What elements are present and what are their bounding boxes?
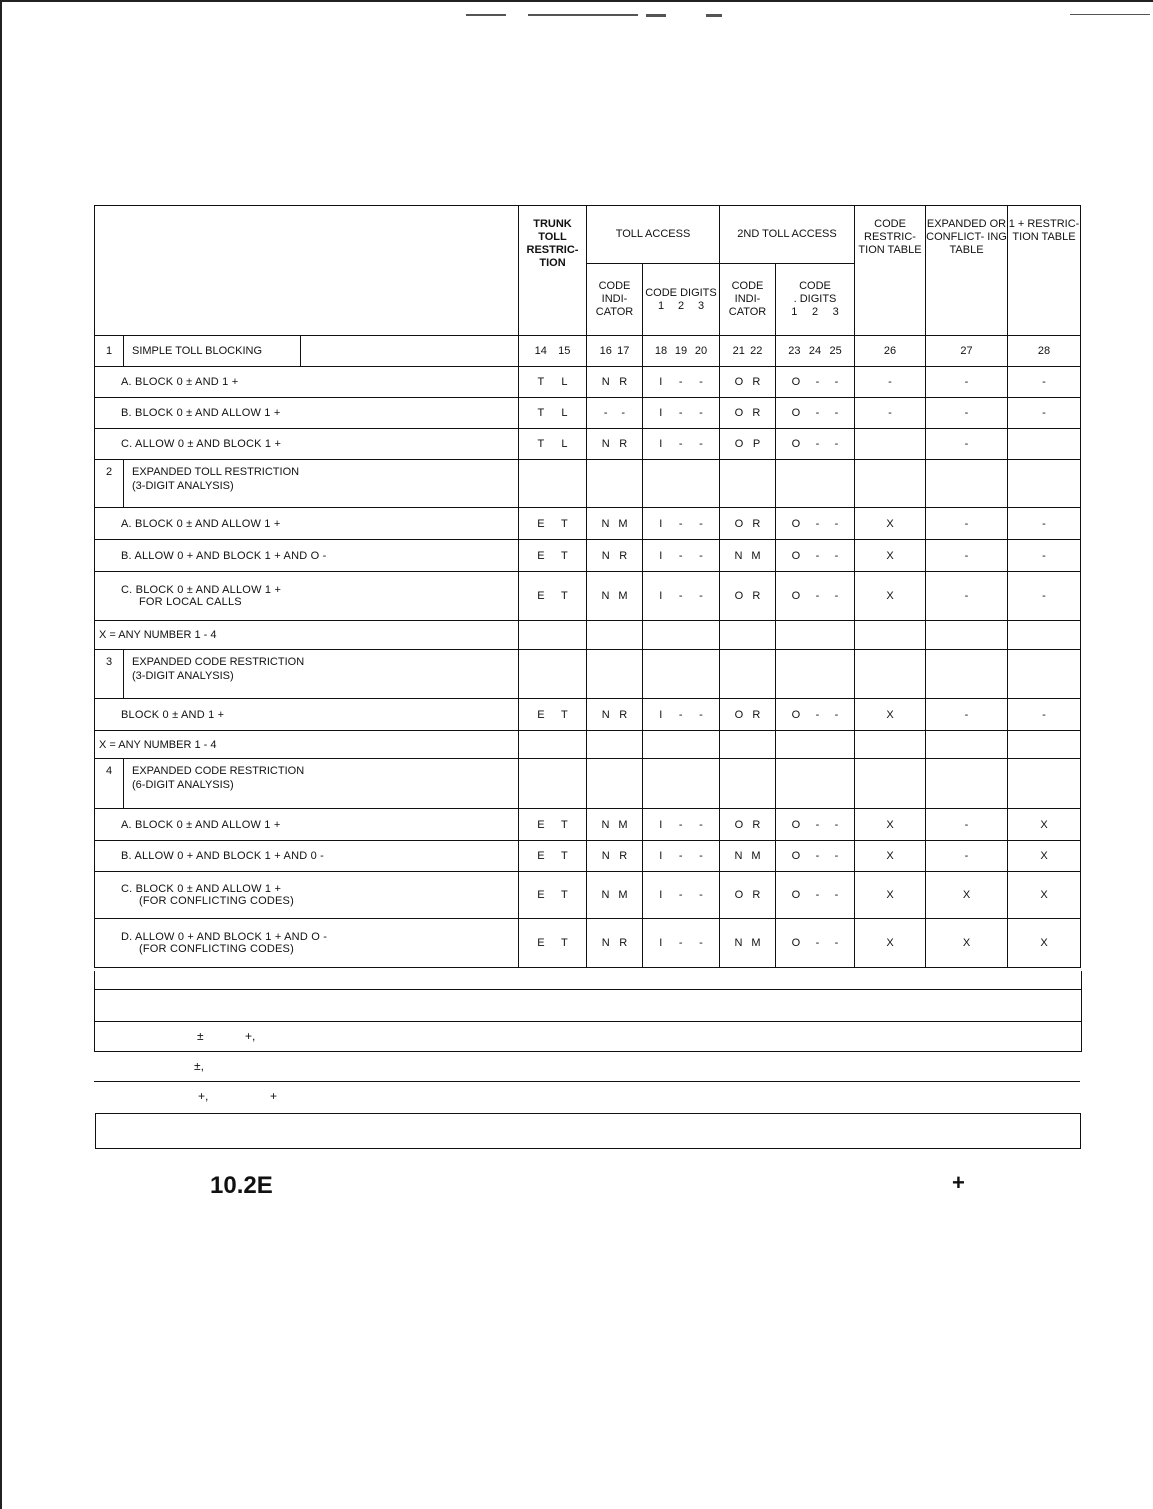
- cell-expanded-table: -: [926, 841, 1008, 872]
- plus-symbol: +,: [245, 1029, 256, 1043]
- cell-code-digits: I - -: [643, 540, 720, 572]
- header-code-indicator: CODE INDI- CATOR: [587, 264, 643, 336]
- cell-trunk: E T: [519, 809, 587, 841]
- row-label: A. BLOCK 0 ± AND ALLOW 1 +: [95, 809, 519, 841]
- cell-code-digits-2: O - -: [776, 398, 855, 429]
- cell-code-digits: I - -: [643, 429, 720, 460]
- plus-minus-symbol: ±: [197, 1029, 204, 1043]
- colnum-ci: 16 17: [587, 336, 643, 367]
- cell-trunk: E T: [519, 841, 587, 872]
- header-1plus-table: 1 + RESTRIC- TION TABLE: [1008, 206, 1081, 336]
- top-border: [0, 0, 1153, 2]
- cell-code-digits: I - -: [643, 398, 720, 429]
- cell-1plus-table: X: [1008, 809, 1081, 841]
- header-code-indicator-2: CODE INDI- CATOR: [720, 264, 776, 336]
- cell-code-indicator-2: N M: [720, 540, 776, 572]
- scan-mark: [466, 14, 506, 16]
- cell-code-indicator-2: O P: [720, 429, 776, 460]
- row-label: A. BLOCK 0 ± AND 1 +: [95, 367, 519, 398]
- cell-code-indicator: N R: [587, 841, 643, 872]
- cell-code-indicator: N R: [587, 540, 643, 572]
- section-4-title: 4 EXPANDED CODE RESTRICTION (6-DIGIT ANALYSIS): [95, 759, 519, 809]
- blank-row: [94, 1081, 1080, 1111]
- section-2-title: 2 EXPANDED TOLL RESTRICTION (3-DIGIT ANALYSIS): [95, 460, 519, 508]
- table-row: [95, 841, 1081, 872]
- cell-code-indicator: N R: [587, 367, 643, 398]
- colnum-27: 27: [926, 336, 1008, 367]
- cell-code-indicator: - -: [587, 398, 643, 429]
- cell-1plus-table: -: [1008, 508, 1081, 540]
- table-row: [95, 398, 1081, 429]
- cell-1plus-table: -: [1008, 572, 1081, 621]
- cell-code-indicator-2: N M: [720, 841, 776, 872]
- cell-1plus-table: -: [1008, 540, 1081, 572]
- cell-code-digits-2: O - -: [776, 919, 855, 968]
- cell-code-digits: I - -: [643, 919, 720, 968]
- cell-expanded-table: -: [926, 398, 1008, 429]
- plus-symbol: +: [270, 1089, 278, 1103]
- row-label: A. BLOCK 0 ± AND ALLOW 1 +: [95, 508, 519, 540]
- cell-code-indicator-2: O R: [720, 872, 776, 919]
- cell-1plus-table: -: [1008, 699, 1081, 731]
- header-expanded-table: EXPANDED OR CONFLICT- ING TABLE: [926, 206, 1008, 336]
- cell-1plus-table: -: [1008, 367, 1081, 398]
- cell-expanded-table: -: [926, 508, 1008, 540]
- cell-1plus-table: X: [1008, 919, 1081, 968]
- cell-1plus-table: -: [1008, 398, 1081, 429]
- blank-row: [94, 1021, 1082, 1052]
- blank-row: [94, 989, 1082, 1022]
- section-1-title: 1 SIMPLE TOLL BLOCKING: [95, 336, 519, 367]
- table-row: [95, 508, 1081, 540]
- cell-code-restriction: X: [855, 699, 926, 731]
- cell-code-restriction: X: [855, 508, 926, 540]
- table-row: [95, 872, 1081, 919]
- cell-trunk: E T: [519, 572, 587, 621]
- cell-code-indicator: N R: [587, 919, 643, 968]
- plus-minus-symbol: ±,: [194, 1059, 204, 1073]
- cell-code-digits-2: O - -: [776, 429, 855, 460]
- plus-symbol: +,: [198, 1089, 209, 1103]
- scan-mark: [1070, 14, 1150, 15]
- cell-trunk: E T: [519, 699, 587, 731]
- cell-code-digits-2: O - -: [776, 809, 855, 841]
- cell-expanded-table: -: [926, 809, 1008, 841]
- cell-1plus-table: X: [1008, 841, 1081, 872]
- table-row: [95, 699, 1081, 731]
- cell-code-indicator: N M: [587, 508, 643, 540]
- cell-1plus-table: [1008, 429, 1081, 460]
- restriction-table: [94, 205, 1080, 968]
- cell-code-restriction: X: [855, 572, 926, 621]
- table-row: [95, 572, 1081, 621]
- row-label: C. ALLOW 0 ± AND BLOCK 1 +: [95, 429, 519, 460]
- row-label: D. ALLOW 0 + AND BLOCK 1 + AND O - (FOR CONFLICTING CODES): [95, 919, 519, 968]
- cell-expanded-table: -: [926, 540, 1008, 572]
- cell-code-digits: I - -: [643, 841, 720, 872]
- header-blank: [95, 206, 519, 336]
- cell-code-indicator-2: O R: [720, 367, 776, 398]
- scan-mark: [646, 14, 666, 17]
- colnum-cd: 18 19 20: [643, 336, 720, 367]
- header-toll-access: TOLL ACCESS: [587, 206, 720, 264]
- cell-code-digits-2: O - -: [776, 841, 855, 872]
- table-row: [95, 919, 1081, 968]
- header-2nd-toll-access: 2ND TOLL ACCESS: [720, 206, 855, 264]
- scan-mark: [706, 14, 722, 17]
- cell-code-digits: I - -: [643, 367, 720, 398]
- cell-code-restriction: X: [855, 540, 926, 572]
- cell-code-indicator-2: O R: [720, 699, 776, 731]
- footer-box: [95, 1113, 1081, 1149]
- cell-code-indicator-2: O R: [720, 809, 776, 841]
- cell-trunk: E T: [519, 508, 587, 540]
- row-label: BLOCK 0 ± AND 1 +: [95, 699, 519, 731]
- note-any-number-2: X = ANY NUMBER 1 - 4: [95, 731, 519, 759]
- cell-trunk: E T: [519, 540, 587, 572]
- cell-code-digits: I - -: [643, 572, 720, 621]
- scan-mark: [528, 14, 638, 16]
- blank-row: [94, 971, 1082, 990]
- cell-code-restriction: X: [855, 841, 926, 872]
- cell-code-restriction: X: [855, 872, 926, 919]
- cell-code-digits-2: O - -: [776, 699, 855, 731]
- cell-code-digits: I - -: [643, 809, 720, 841]
- header-code-restriction-table: CODE RESTRIC- TION TABLE: [855, 206, 926, 336]
- figure-plus-symbol: +: [952, 1170, 965, 1195]
- cell-code-indicator: N M: [587, 809, 643, 841]
- cell-code-indicator-2: N M: [720, 919, 776, 968]
- cell-code-restriction: -: [855, 398, 926, 429]
- cell-trunk: T L: [519, 398, 587, 429]
- cell-code-digits-2: O - -: [776, 872, 855, 919]
- cell-code-digits: I - -: [643, 699, 720, 731]
- cell-1plus-table: X: [1008, 872, 1081, 919]
- header-code-digits-2: CODE . DIGITS 1 2 3: [776, 264, 855, 336]
- cell-expanded-table: -: [926, 572, 1008, 621]
- cell-expanded-table: -: [926, 699, 1008, 731]
- cell-expanded-table: -: [926, 429, 1008, 460]
- figure-number: 10.2E: [210, 1172, 273, 1199]
- cell-code-indicator: N R: [587, 699, 643, 731]
- cell-code-digits: I - -: [643, 872, 720, 919]
- table-row: [95, 429, 1081, 460]
- row-label: C. BLOCK 0 ± AND ALLOW 1 + (FOR CONFLICTING CODES): [95, 872, 519, 919]
- row-label: B. ALLOW 0 + AND BLOCK 1 + AND 0 -: [95, 841, 519, 872]
- cell-expanded-table: X: [926, 872, 1008, 919]
- row-label: B. ALLOW 0 + AND BLOCK 1 + AND O -: [95, 540, 519, 572]
- row-label: C. BLOCK 0 ± AND ALLOW 1 + FOR LOCAL CALLS: [95, 572, 519, 621]
- cell-expanded-table: -: [926, 367, 1008, 398]
- blank-row: [94, 1051, 1080, 1082]
- cell-code-digits-2: O - -: [776, 540, 855, 572]
- cell-code-indicator-2: O R: [720, 398, 776, 429]
- section-3-title: 3 EXPANDED CODE RESTRICTION (3-DIGIT ANALYSIS): [95, 650, 519, 699]
- cell-trunk: T L: [519, 429, 587, 460]
- table-row: [95, 540, 1081, 572]
- cell-code-restriction: X: [855, 919, 926, 968]
- cell-code-indicator: N M: [587, 572, 643, 621]
- colnum-28: 28: [1008, 336, 1081, 367]
- cell-code-indicator-2: O R: [720, 508, 776, 540]
- cell-code-digits: I - -: [643, 508, 720, 540]
- colnum-ci2: 21 22: [720, 336, 776, 367]
- cell-code-restriction: [855, 429, 926, 460]
- cell-trunk: E T: [519, 872, 587, 919]
- cell-code-restriction: X: [855, 809, 926, 841]
- cell-code-restriction: -: [855, 367, 926, 398]
- cell-code-digits-2: O - -: [776, 367, 855, 398]
- table-row: [95, 809, 1081, 841]
- header-trunk-toll: TRUNK TOLL RESTRIC- TION: [519, 206, 587, 336]
- table-row: [95, 367, 1081, 398]
- row-label: B. BLOCK 0 ± AND ALLOW 1 +: [95, 398, 519, 429]
- left-border: [0, 0, 2, 1509]
- cell-code-indicator-2: O R: [720, 572, 776, 621]
- colnum-trunk: 14 15: [519, 336, 587, 367]
- colnum-26: 26: [855, 336, 926, 367]
- colnum-cd2: 23 24 25: [776, 336, 855, 367]
- header-code-digits: CODE DIGITS 1 2 3: [643, 264, 720, 336]
- cell-expanded-table: X: [926, 919, 1008, 968]
- cell-trunk: T L: [519, 367, 587, 398]
- cell-code-digits-2: O - -: [776, 508, 855, 540]
- cell-code-indicator: N M: [587, 872, 643, 919]
- note-any-number: X = ANY NUMBER 1 - 4: [95, 621, 519, 650]
- cell-code-indicator: N R: [587, 429, 643, 460]
- cell-code-digits-2: O - -: [776, 572, 855, 621]
- cell-trunk: E T: [519, 919, 587, 968]
